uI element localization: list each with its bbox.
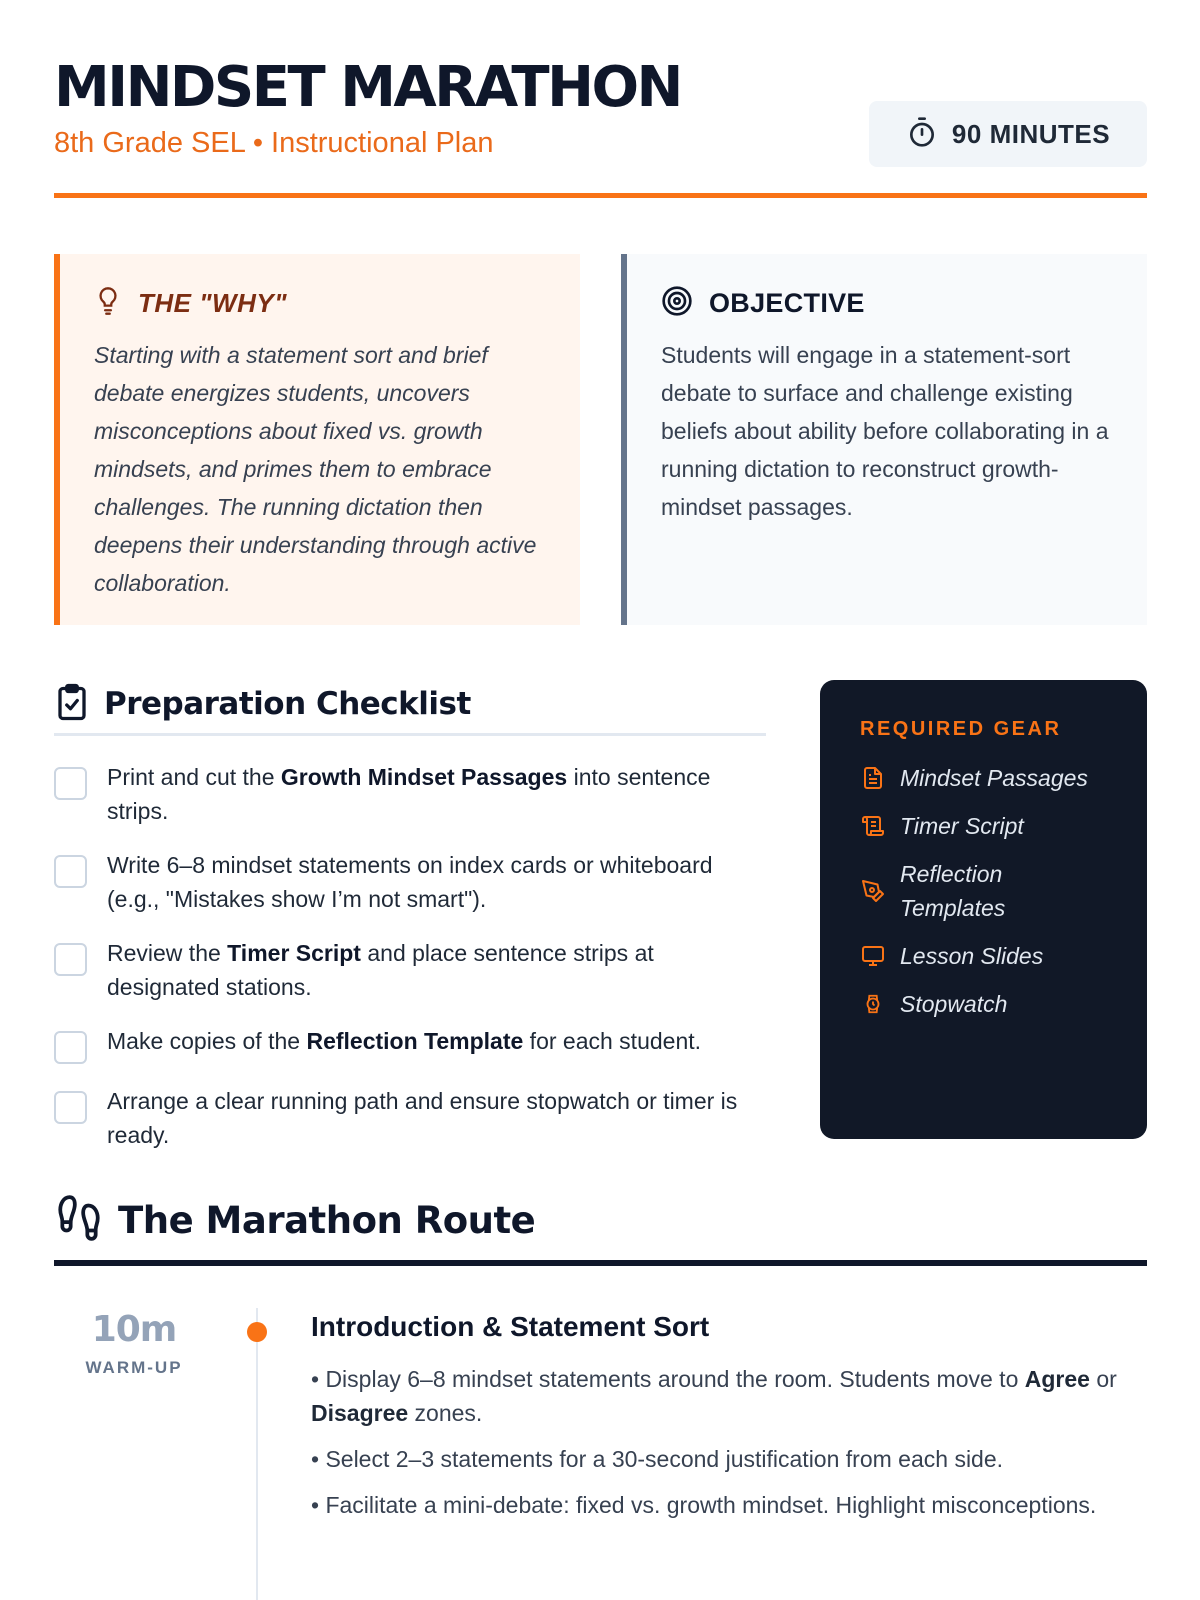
why-title: THE "WHY" [138,287,288,318]
checklist-item [54,1084,766,1152]
gear-item [860,857,1147,925]
gear-item [860,809,1147,843]
step-bullet-text: or [1089,1366,1117,1392]
why-body: Starting with a statement sort and brief debate energizes students, uncovers misconceptions about fixed vs. growth mindsets, and primes them to embrace challenges. The running dictation then deepens their understanding through active collaboration. [94,342,537,596]
checklist-item-bold: Reflection Template [306,1028,524,1054]
step-title: Introduction & Statement Sort [311,1311,710,1342]
header-divider [54,193,1147,198]
why-panel [54,254,580,625]
gear-item [860,987,1147,1021]
step-body [311,1310,1147,1534]
marathon-route-section [54,1194,1147,1266]
step-bullet [311,1488,1147,1522]
duration-badge [869,101,1147,167]
step-bullet-text: • Display 6–8 mindset statements around the room. Students move to [311,1366,1025,1392]
route-divider [54,1260,1147,1266]
checklist-item-text: for each student. [523,1028,702,1054]
checklist-item-text: Review the [107,940,228,966]
checklist-item-text: Print and cut the [107,764,281,790]
checklist-item [54,936,766,1004]
route-title: The Marathon Route [118,1198,536,1242]
checklist-item [54,1024,766,1064]
checklist-item-text: and place sentence strips at designated stations. [107,940,654,1000]
page-title: MINDSET MARATHON [54,55,681,120]
gear-item-label: Reflection Templates [900,861,1006,921]
checklist-item-text: Arrange a clear running path and ensure stopwatch or timer is ready. [107,1088,738,1148]
monitor-icon [860,943,886,969]
checkbox[interactable] [54,1091,87,1124]
objective-body: Students will engage in a statement-sort debate to surface and challenge existing beliefs about ability before collaborating in a running dictation to reconstruct growth-mindset passages. [661,342,1109,520]
gear-item [860,939,1147,973]
checklist-item-bold: Growth Mindset Passages [280,764,568,790]
page-header [54,56,1147,202]
checkbox[interactable] [54,943,87,976]
footprints-icon [54,1193,104,1248]
watch-icon [860,991,886,1017]
checklist-item-bold: Timer Script [227,940,361,966]
checklist-item [54,848,766,916]
step-bullets [311,1362,1147,1522]
step-bullet-text: zones. [408,1400,483,1426]
lightbulb-icon [94,286,122,321]
objective-title: OBJECTIVE [709,287,865,318]
step-bullet [311,1442,1147,1476]
step-bullet-text: • Facilitate a mini-debate: fixed vs. growth mindset. Highlight misconceptions. [311,1492,1097,1518]
checkbox[interactable] [54,855,87,888]
duration-label: 90 MINUTES [951,118,1111,149]
checklist-title: Preparation Checklist [104,686,471,722]
step-duration: 10m [91,1309,177,1350]
gear-list [860,761,1147,1021]
step-phase-label: WARM-UP [85,1358,183,1377]
timeline-line [256,1308,258,1600]
step-bullet-text: • Select 2–3 statements for a 30-second justification from each side. [311,1446,1004,1472]
objective-panel [621,254,1147,625]
timeline-dot [247,1322,267,1342]
clipboard-check-icon [54,682,90,727]
step-bullet-bold: Disagree [311,1400,409,1426]
stopwatch-icon [906,116,938,153]
step-time [54,1310,214,1378]
checklist-item-text: Make copies of the [107,1028,307,1054]
gear-item-label: Stopwatch [900,991,1008,1017]
gear-item-label: Lesson Slides [900,943,1044,969]
page-subtitle: 8th Grade SEL • Instructional Plan [54,127,494,159]
preparation-checklist [54,680,766,1172]
checkbox[interactable] [54,767,87,800]
scroll-icon [860,813,886,839]
gear-item-label: Timer Script [900,813,1024,839]
checklist-item-text: Write 6–8 mindset statements on index cards or whiteboard (e.g., "Mistakes show I’m not smart"). [107,852,713,912]
pen-nib-icon [860,878,886,904]
step-bullet [311,1362,1147,1430]
gear-item-label: Mindset Passages [900,765,1088,791]
checklist-items [54,760,766,1152]
document-icon [860,765,886,791]
checklist-item [54,760,766,828]
checkbox[interactable] [54,1031,87,1064]
required-gear-card [820,680,1147,1139]
target-icon [661,285,693,322]
gear-title: REQUIRED GEAR [860,718,1062,740]
gear-item [860,761,1147,795]
checklist-divider [54,733,766,736]
step-bullet-bold: Agree [1024,1366,1090,1392]
checklist-item-text: into sentence strips. [107,764,711,824]
